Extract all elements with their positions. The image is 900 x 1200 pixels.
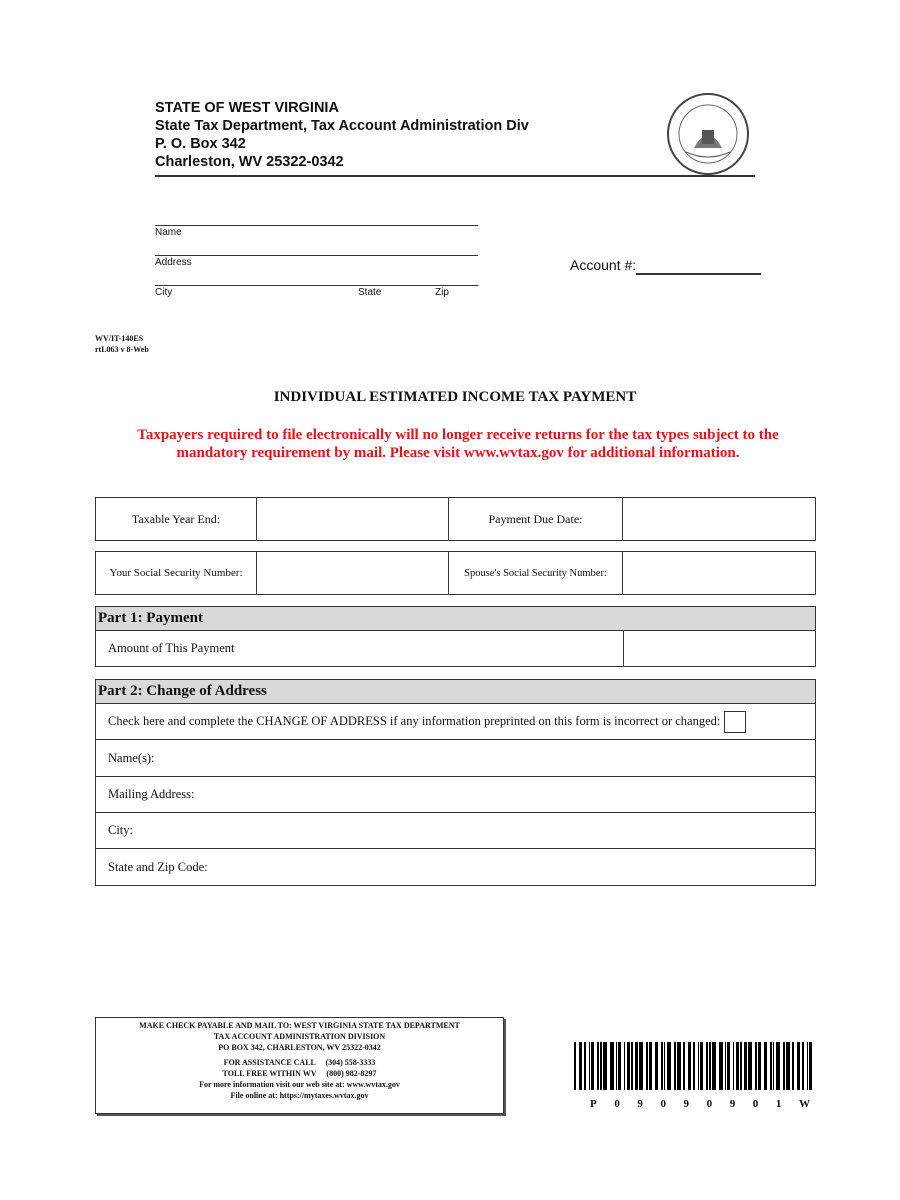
barcode-text	[590, 1098, 810, 1110]
year-due-row	[95, 497, 816, 541]
barcode-bar	[709, 1042, 711, 1090]
taxable-year-end-field[interactable]	[257, 498, 449, 540]
barcode-bar	[589, 1042, 590, 1090]
account-label: Account #:	[570, 257, 637, 273]
names-label: Name(s):	[108, 750, 155, 765]
barcode-bar	[603, 1042, 607, 1090]
mailing-address-label: Mailing Address:	[108, 787, 195, 801]
name-label: Name	[155, 227, 182, 238]
mail-line: PO BOX 342, CHARLESTON, WV 25322-0342	[218, 1043, 381, 1052]
barcode-bar	[591, 1042, 594, 1090]
state-seal-icon	[666, 92, 750, 176]
website-info: For more information visit our web site at: www.wvtax.gov	[199, 1080, 400, 1089]
spouse-ssn-label: Spouse's Social Security Number:	[449, 552, 623, 594]
city-label: City:	[108, 823, 134, 837]
form-number: WV/IT-140ES	[95, 334, 144, 343]
barcode-bar	[635, 1042, 638, 1090]
your-ssn-label: Your Social Security Number:	[96, 552, 257, 594]
barcode-char: 9	[637, 1098, 643, 1110]
barcode-bar	[712, 1042, 716, 1090]
barcode-bar	[616, 1042, 617, 1090]
address-line	[155, 255, 478, 256]
agency-address	[155, 99, 529, 171]
state-zip-field[interactable]	[96, 849, 815, 885]
city-line	[155, 285, 478, 286]
header-divider	[155, 175, 755, 177]
barcode-bar	[727, 1042, 730, 1090]
barcode-bar	[733, 1042, 734, 1090]
barcode-bar	[649, 1042, 652, 1090]
barcode-bar	[610, 1042, 614, 1090]
barcode-bar	[797, 1042, 800, 1090]
barcode-bar	[639, 1042, 643, 1090]
barcode-bar	[579, 1042, 582, 1090]
mailing-address-field[interactable]	[96, 777, 815, 813]
state-label: State	[358, 287, 382, 298]
barcode-bar	[792, 1042, 794, 1090]
barcode-bar	[773, 1042, 774, 1090]
barcode-char: P	[590, 1098, 597, 1110]
part2-section	[95, 679, 816, 886]
spouse-ssn-field[interactable]	[623, 552, 815, 594]
barcode-char: 0	[706, 1098, 713, 1110]
barcode-bar	[802, 1042, 804, 1090]
barcode-char: 9	[683, 1098, 690, 1110]
part2-heading: Part 2: Change of Address	[96, 680, 815, 704]
mail-line: TAX ACCOUNT ADMINISTRATION DIVISION	[213, 1032, 386, 1041]
barcode-char: 9	[729, 1098, 736, 1110]
change-address-checkbox[interactable]	[724, 711, 746, 733]
name-line	[155, 225, 478, 226]
barcode-bar	[807, 1042, 808, 1090]
agency-line: STATE OF WEST VIRGINIA	[155, 100, 339, 116]
agency-line: State Tax Department, Tax Account Administration Div	[155, 118, 529, 134]
barcode-bar	[786, 1042, 790, 1090]
electronic-filing-notice	[0, 426, 900, 462]
barcode-bar	[618, 1042, 621, 1090]
change-address-row	[96, 704, 815, 740]
barcode-bar	[597, 1042, 599, 1090]
barcode-bar	[574, 1042, 576, 1090]
barcode-icon	[574, 1042, 816, 1090]
form-revision: rtL063 v 8-Web	[95, 345, 149, 354]
barcode-bar	[719, 1042, 723, 1090]
barcode-bar	[725, 1042, 726, 1090]
barcode-bar	[627, 1042, 630, 1090]
account-field[interactable]	[636, 273, 761, 275]
barcode-bar	[764, 1042, 767, 1090]
barcode-bar	[748, 1042, 752, 1090]
barcode-bar	[758, 1042, 761, 1090]
part1-heading: Part 1: Payment	[96, 607, 815, 631]
barcode-bar	[646, 1042, 648, 1090]
city-field[interactable]	[96, 813, 815, 849]
taxable-year-end-label: Taxable Year End:	[96, 498, 257, 540]
barcode-bar	[677, 1042, 681, 1090]
mail-line: MAKE CHECK PAYABLE AND MAIL TO: WEST VIRGINIA STATE TAX DEPARTMENT	[139, 1021, 460, 1030]
barcode-char: 1	[775, 1098, 782, 1110]
barcode-bar	[744, 1042, 747, 1090]
part1-section	[95, 606, 816, 667]
barcode-char: 0	[752, 1098, 759, 1110]
barcode-bar	[706, 1042, 708, 1090]
barcode-bar	[736, 1042, 739, 1090]
barcode-bar	[770, 1042, 772, 1090]
barcode-bar	[740, 1042, 742, 1090]
barcode-bar	[700, 1042, 703, 1090]
assistance-phone: FOR ASSISTANCE CALL (304) 558-3333	[223, 1058, 376, 1067]
your-ssn-field[interactable]	[257, 552, 449, 594]
barcode-bar	[655, 1042, 658, 1090]
barcode-bar	[584, 1042, 586, 1090]
barcode-bar	[624, 1042, 625, 1090]
barcode-bar	[631, 1042, 633, 1090]
notice-line: mandatory requirement by mail. Please visit www.wvtax.gov for additional information.	[176, 445, 740, 461]
barcode-bar	[664, 1042, 665, 1090]
barcode-bar	[755, 1042, 757, 1090]
barcode-bar	[683, 1042, 685, 1090]
toll-free-phone: TOLL FREE WITHIN WV (800) 982-8297	[222, 1069, 377, 1078]
names-field[interactable]	[96, 740, 815, 777]
barcode-char: 0	[614, 1098, 620, 1110]
file-online-info: File online at: https://mytaxes.wvtax.gov	[230, 1091, 369, 1100]
amount-label: Amount of This Payment	[108, 641, 235, 655]
payment-due-date-label: Payment Due Date:	[449, 498, 623, 540]
city-label: City	[155, 287, 173, 298]
ssn-row	[95, 551, 816, 595]
amount-field[interactable]	[623, 631, 815, 666]
barcode-bar	[661, 1042, 663, 1090]
address-label: Address	[155, 257, 192, 268]
barcode-bar	[698, 1042, 699, 1090]
agency-line: P. O. Box 342	[155, 136, 246, 152]
barcode-bar	[600, 1042, 602, 1090]
form-id	[95, 333, 149, 355]
barcode-char: W	[798, 1098, 810, 1110]
barcode-bar	[783, 1042, 785, 1090]
barcode-bar	[809, 1042, 812, 1090]
change-address-label: Check here and complete the CHANGE OF ADDRESS if any information preprinted on this form is incorrect or changed:	[108, 714, 721, 728]
barcode-bar	[776, 1042, 780, 1090]
zip-label: Zip	[435, 287, 449, 298]
barcode-bar	[674, 1042, 676, 1090]
notice-line: Taxpayers required to file electronically will no longer receive returns for the tax types subject to the	[137, 427, 779, 443]
agency-line: Charleston, WV 25322-0342	[155, 154, 344, 170]
barcode-bar	[667, 1042, 671, 1090]
barcode-bar	[693, 1042, 695, 1090]
form-title: INDIVIDUAL ESTIMATED INCOME TAX PAYMENT	[273, 389, 637, 405]
mailing-instructions	[95, 1017, 504, 1114]
payment-due-date-field[interactable]	[623, 498, 815, 540]
state-zip-label: State and Zip Code:	[108, 859, 208, 874]
barcode-bar	[688, 1042, 691, 1090]
barcode-char: 0	[660, 1098, 666, 1110]
